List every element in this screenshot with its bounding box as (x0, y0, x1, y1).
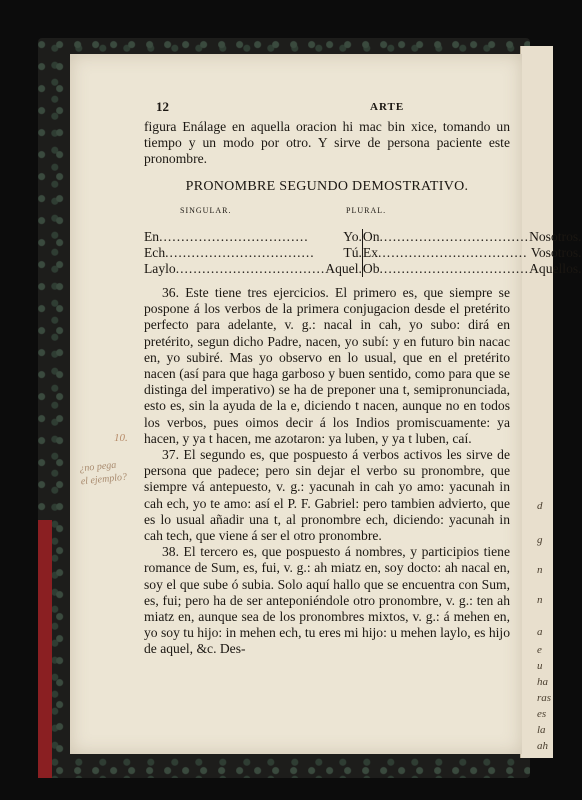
paradigm-row (144, 245, 582, 261)
running-title: ARTE (370, 101, 405, 113)
plural-entry (363, 245, 582, 261)
facing-letter: u (537, 660, 543, 672)
page-number: 12 (156, 99, 169, 114)
paradigm-column-labels (144, 203, 510, 219)
pronoun-word: Ob (362, 261, 380, 277)
singular-label: SINGULAR. (180, 205, 232, 215)
page-content (144, 99, 582, 658)
pronoun-word: En (144, 229, 160, 245)
facing-letter: la (537, 724, 546, 736)
dot-leader: .................................. (159, 229, 309, 245)
paradigm-row (144, 229, 582, 245)
pronoun-gloss: Aquellos. (529, 261, 582, 277)
facing-letter: n (537, 594, 543, 606)
dot-leader: .................................. (165, 245, 315, 261)
paragraph-36: 36. Este tiene tres ejercicios. El primero es, que siempre se pospone á los verbos de la primera conjugacion desde el pretérito perfecto para adelante, v. g.: nacal in cah, yo subo: dirá en pretérito, segun dicho Padre, nacen, yo subí: y en futuro bin nacac en, yo subiré. Mas yo observo en lo usual, que en el pretérito nacen (así para que haga garboso y buen sentido, como para que se distinga del imperativo) se ha de preponer una t, semipronunciada, esto es, sin la ayuda de la e, diciendo t nacen, aunque no en todos los verbos, pues oimos decir á los Indios promiscuamente: ya hacen, y ya t hacen, me azotaron: ya luben, y ya t luben, caí. (144, 285, 510, 446)
dot-leader: .................................. (378, 245, 528, 261)
pronoun-gloss: Yo. (343, 229, 362, 245)
plural-entry (363, 261, 582, 277)
pronoun-word: Laylo (144, 261, 176, 277)
pronoun-word: On (362, 229, 380, 245)
marginal-note (79, 458, 128, 489)
dot-leader: .................................. (379, 261, 530, 277)
facing-letter: n (537, 564, 543, 576)
pronoun-gloss: Aquel. (325, 261, 362, 277)
pronoun-word: Ech (144, 245, 166, 261)
facing-letter: ah (537, 740, 548, 752)
paragraph-37: 37. El segundo es, que pospuesto á verbos activos les sirve de persona que padece; pero sin dejar el verbo su pronombre, que siempre vá antepuesto, v. g.: yacunah in cah yo amo: yacunah in cah ech, yo te amo: así el P. F. Gabriel: pero tambien advierto, que es lo usual añadir una t, al pronombre ech, diciendo: yacunah in cah tech, que viene á ser el otro pronombre. (144, 447, 510, 544)
facing-letter: e (537, 644, 542, 656)
dot-leader: .................................. (379, 229, 530, 245)
facing-letter: ras (537, 692, 552, 704)
facing-letter: es (537, 708, 547, 720)
singular-entry (144, 229, 362, 245)
paragraph-38: 38. El tercero es, que pospuesto á nombres, y participios tiene romance de Sum, es, fui, v. g.: ah miatz en, soy docto: ah nacal en, soy el que sube ó subia. Solo aquí hallo que se encuentra con Sum, es, fui; pero ha de ser anteponiéndole otro pronombre, v. g.: ten ah miatz en, aunque sea de los pronombres mixtos, v. g.: á mehen en, yo soy tu hijo: in mehen ech, tu eres mi hijo: u mehen laylo, es hijo de aquel, &c. Des- (144, 544, 510, 657)
facing-letter: ha (537, 676, 548, 688)
facing-letter: g (537, 534, 543, 546)
facing-letter: a (537, 626, 543, 638)
marginal-note-line: el ejemplo? (80, 471, 128, 488)
pronoun-gloss: Nosotros. (529, 229, 582, 245)
singular-entry (144, 245, 362, 261)
facing-page-edge (520, 46, 553, 758)
pronoun-gloss: Tú. (343, 245, 362, 261)
marginal-note-line: ¿no pega (78, 459, 117, 475)
book-spine (38, 520, 52, 778)
pronoun-paradigm-table (144, 229, 582, 277)
plural-entry (363, 229, 582, 245)
paradigm-row (144, 261, 582, 277)
section-heading: PRONOMBRE SEGUNDO DEMOSTRATIVO. (185, 178, 469, 194)
marginal-number: 10. (114, 432, 128, 444)
intro-paragraph: figura Enálage en aquella oracion hi mac bin xice, tomando un tiempo y un modo por otro. Y sirve de persona paciente este pronombre. (144, 119, 510, 167)
pronoun-gloss: Vosotros. (530, 245, 582, 261)
pronoun-word: Ex (362, 245, 378, 261)
plural-label: PLURAL. (346, 205, 387, 215)
singular-entry (144, 261, 362, 277)
facing-letter: d (537, 500, 543, 512)
running-header (144, 99, 510, 119)
dot-leader: .................................. (175, 261, 326, 277)
